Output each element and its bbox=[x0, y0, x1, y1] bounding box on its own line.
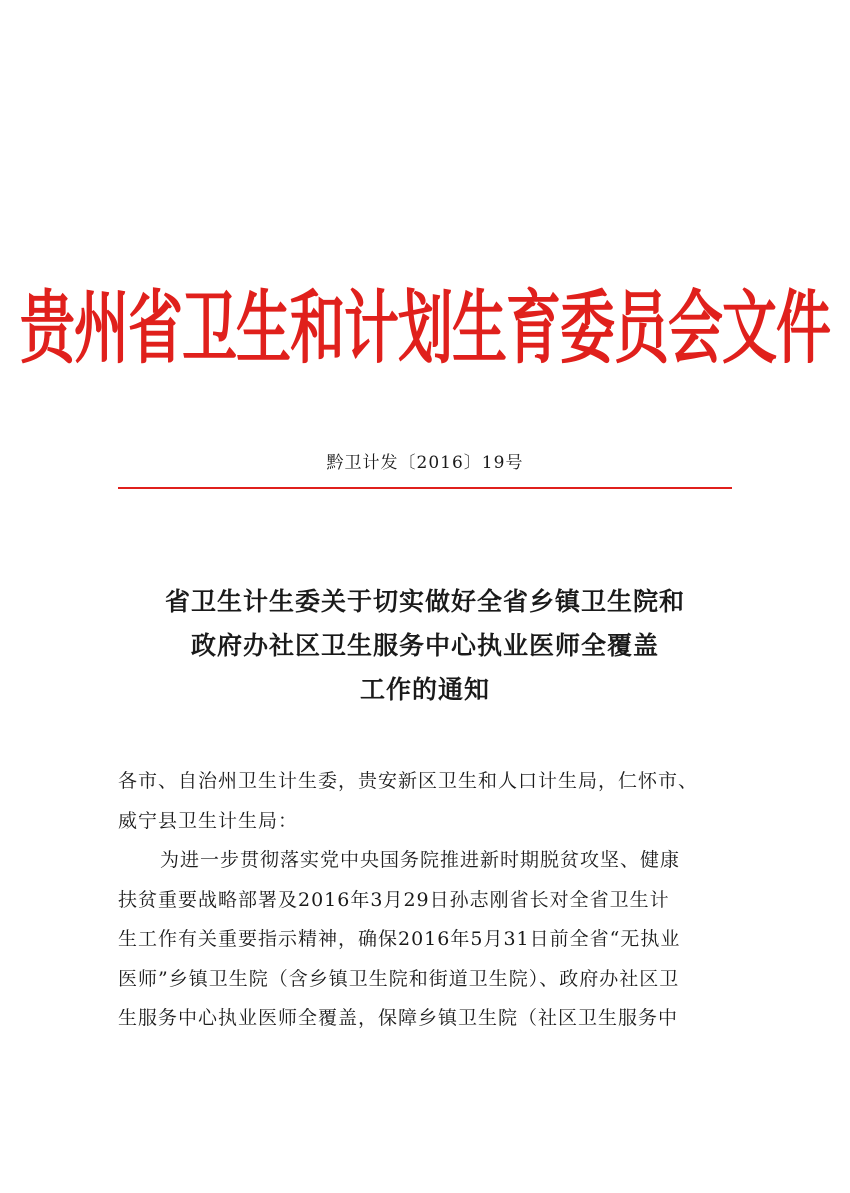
document-number: 黔卫计发〔2016〕19号 bbox=[326, 453, 524, 473]
addressee-line: 各市、自治州卫生计生委，贵安新区卫生和人口计生局，仁怀市、 bbox=[118, 770, 699, 792]
addressee-line: 威宁县卫生计生局： bbox=[118, 809, 299, 832]
paragraph-line: 医师”乡镇卫生院（含乡镇卫生院和街道卫生院）、政府办社区卫 bbox=[118, 967, 680, 990]
notice-body bbox=[118, 762, 734, 1039]
paragraph-line: 生服务中心执业医师全覆盖，保障乡镇卫生院（社区卫生服务中 bbox=[118, 1007, 679, 1029]
notice-title-line: 省卫生计生委关于切实做好全省乡镇卫生院和 bbox=[164, 587, 685, 616]
paragraph-line: 扶贫重要战略部署及2016年3月29日孙志刚省长对全省卫生计 bbox=[118, 888, 670, 911]
notice-title-line: 政府办社区卫生服务中心执业医师全覆盖 bbox=[190, 631, 659, 660]
paragraph-line: 为进一步贯彻落实党中央国务院推进新时期脱贫攻坚、健康 bbox=[160, 849, 681, 871]
notice-title-line: 工作的通知 bbox=[359, 675, 490, 704]
body-paragraph bbox=[118, 841, 734, 881]
red-divider-line bbox=[118, 487, 732, 489]
document-header-title: 贵州省卫生和计划生育委员会文件 bbox=[19, 280, 830, 375]
paragraph-line: 生工作有关重要指示精神，确保2016年5月31日前全省“无执业 bbox=[118, 928, 681, 950]
notice-title bbox=[60, 580, 790, 712]
body-paragraph-continued bbox=[118, 881, 734, 1039]
addressee bbox=[118, 762, 734, 841]
